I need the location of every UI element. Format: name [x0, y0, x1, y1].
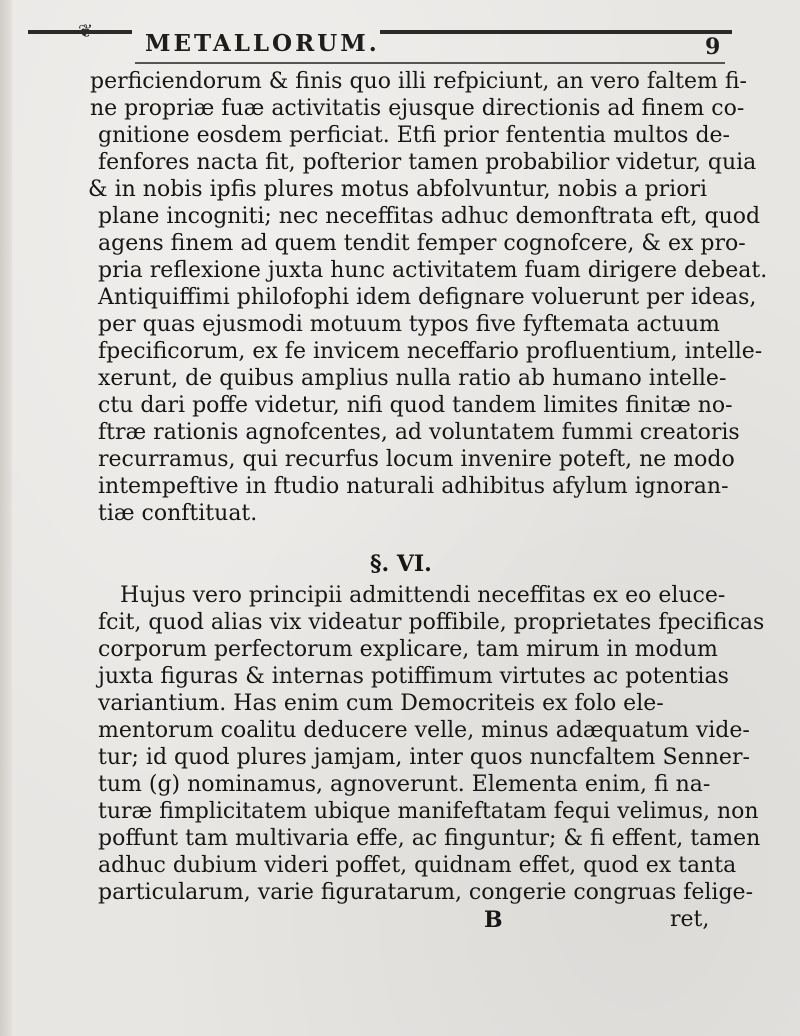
header-rule-right	[380, 30, 732, 34]
text-line: mentorum coalitu deducere velle, minus adæquatum vide-	[98, 718, 750, 743]
text-line: fcit, quod alias vix videatur poffibile, proprietates fpecificas	[98, 610, 765, 635]
text-line: tur; id quod plures jamjam, inter quos nuncfaltem Senner-	[98, 745, 750, 770]
page-number: 9	[705, 34, 721, 60]
text-line: fenfores nacta fit, pofterior tamen probabilior videtur, quia	[98, 150, 757, 175]
text-line: tum (g) nominamus, agnoverunt. Elementa enim, fi na-	[98, 772, 711, 797]
text-line: agens finem ad quem tendit femper cognofcere, & ex pro-	[98, 231, 746, 256]
text-line: particularum, varie figuratarum, congerie congruas felige-	[98, 880, 754, 905]
page-gutter-edge	[0, 0, 12, 1036]
header-underline	[135, 62, 725, 64]
text-line: pria reflexione juxta hunc activitatem fuam dirigere debeat.	[98, 258, 768, 283]
text-line: & in nobis ipfis plures motus abfolvuntur, nobis a priori	[88, 177, 708, 202]
text-line: per quas ejusmodi motuum typos five fyftemata actuum	[98, 312, 720, 337]
text-line: Hujus vero principii admittendi neceffitas ex eo eluce-	[120, 583, 726, 608]
text-line: variantium. Has enim cum Democriteis ex folo ele-	[98, 691, 664, 716]
text-line: gnitione eosdem perficiat. Etfi prior fententia multos de-	[98, 123, 730, 148]
text-line: adhuc dubium videri poffet, quidnam effet, quod ex tanta	[98, 853, 737, 878]
text-line: turæ fimplicitatem ubique manifeftatam fequi velimus, non	[98, 799, 759, 824]
running-head: METALLORUM.	[145, 30, 380, 57]
header-ornament: ❦	[78, 21, 94, 42]
text-line: perficiendorum & finis quo illi refpiciunt, an vero faltem fi-	[90, 69, 747, 94]
text-line: tiæ conftituat.	[98, 501, 258, 526]
signature-mark: B	[484, 907, 503, 933]
text-line: recurramus, qui recurfus locum invenire poteft, ne modo	[98, 447, 735, 472]
text-line: plane incogniti; nec neceffitas adhuc demonftrata eft, quod	[98, 204, 761, 229]
text-line: Antiquiffimi philofophi idem defignare voluerunt per ideas,	[98, 285, 757, 310]
text-line: intempeftive in ftudio naturali adhibitus afylum ignoran-	[98, 474, 729, 499]
text-line: ctu dari poffe videtur, nifi quod tandem limites finitæ no-	[98, 393, 733, 418]
text-line: corporum perfectorum explicare, tam mirum in modum	[98, 637, 718, 662]
catchword: ret,	[670, 907, 710, 932]
text-line: xerunt, de quibus amplius nulla ratio ab humano intelle-	[98, 366, 727, 391]
text-line: fpecificorum, ex fe invicem neceffario profluentium, intelle-	[98, 339, 763, 364]
text-line: ne propriæ fuæ activitatis ejusque directionis ad finem co-	[90, 96, 745, 121]
text-line: juxta figuras & internas potiffimum virtutes ac potentias	[98, 664, 729, 689]
text-line: poffunt tam multivaria effe, ac finguntur; & fi effent, tamen	[98, 826, 761, 851]
text-line: ftræ rationis agnofcentes, ad voluntatem fummi creatoris	[98, 420, 740, 445]
section-heading: §. VI.	[370, 551, 432, 577]
